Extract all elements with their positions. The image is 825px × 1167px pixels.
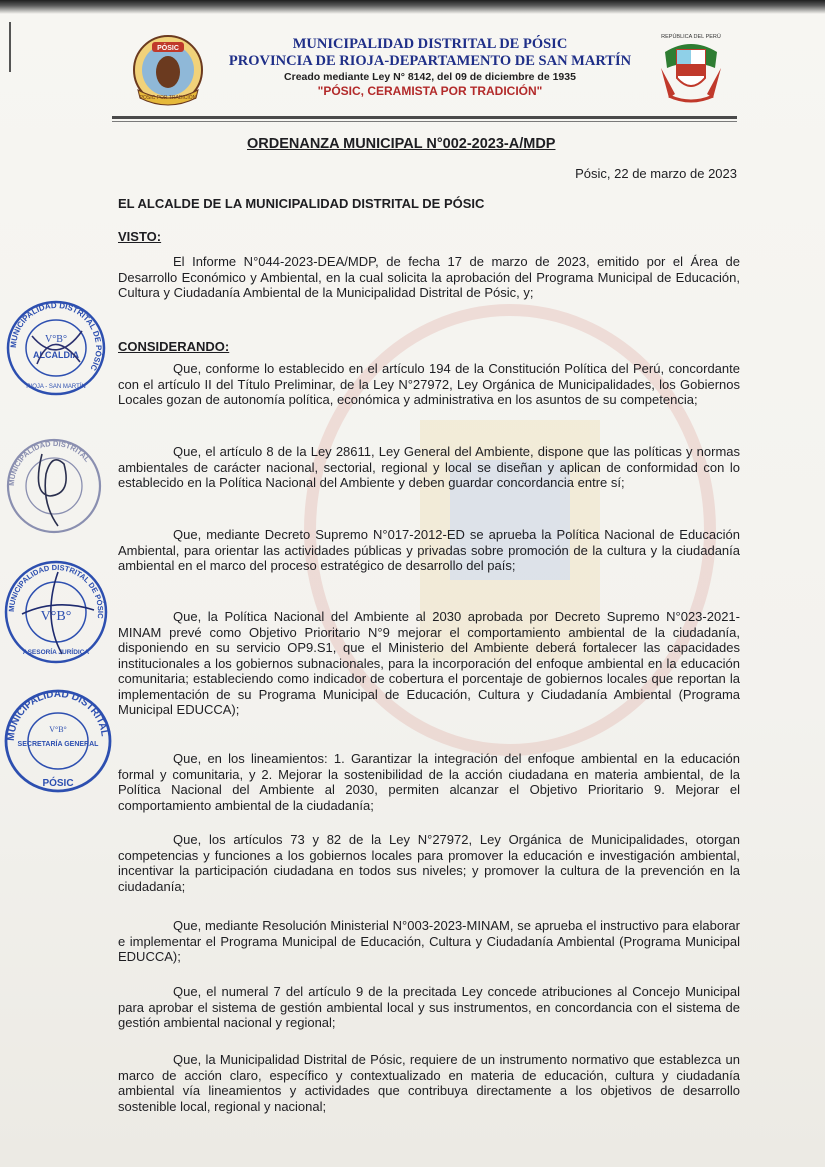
svg-text:REPÚBLICA DEL PERÚ: REPÚBLICA DEL PERÚ [661, 34, 721, 40]
svg-text:ASESORÍA JURÍDICA: ASESORÍA JURÍDICA [22, 649, 90, 656]
considerando-paragraph-7: Que, mediante Resolución Ministerial N°003-2023-MINAM, se aprueba el instructivo para elaborar e implementar el Programa Municipal de Educación, Cultura y Ciudadanía Ambiental (Programa Municipal EDUCCA); [118, 918, 740, 964]
svg-text:RIOJA - SAN MARTÍN: RIOJA - SAN MARTÍN [26, 384, 86, 390]
scan-edge-mark [9, 22, 11, 72]
considerando-paragraph-9: Que, la Municipalidad Distrital de Pósic, requiere de un instrumento normativo que establezca un marco de acción claro, específico y contextualizado en materia de educación, cultura y ciudadanía ambiental vía lineamientos y actividades que contribuya directamente a los objetivos de desarrollo sostenible local, regional y nacional; [118, 1052, 740, 1114]
issuing-authority: EL ALCALDE DE LA MUNICIPALIDAD DISTRITAL DE PÓSIC [118, 196, 485, 211]
considerando-paragraph-5: Que, en los lineamientos: 1. Garantizar la integración del enfoque ambiental en la educación formal y comunitaria, y 2. Mejorar la sostenibilidad de la acción ciudadana en materia ambiental, de la Política Nacional del Ambiente al 2030, permiten alcanzar el Objetivo Prioritario 9. Mejorar el comportamiento ambiental de la ciudadanía; [118, 751, 740, 813]
considerando-paragraph-6: Que, los artículos 73 y 82 de la Ley N°27972, Ley Orgánica de Municipalidades, otorgan competencias y funciones a los gobiernos locales para promover la educación e investigación ambiental, incentivar la participación ciudadana en todos sus niveles; y promover la cultura de la prevención en la ciudadanía; [118, 832, 740, 894]
considerando-paragraph-8: Que, el numeral 7 del artículo 9 de la precitada Ley concede atribuciones al Concejo Municipal para aprobar el sistema de gestión ambiental local y sus instrumentos, en concordancia con el sistema de gestión ambiental nacional y regional; [118, 984, 740, 1030]
svg-text:V°B°: V°B° [45, 334, 67, 345]
municipality-name: MUNICIPALIDAD DISTRITAL DE PÓSIC [292, 36, 568, 52]
svg-text:MUNICIPALIDAD DISTRITAL: MUNICIPALIDAD DISTRITAL [6, 438, 92, 487]
svg-text:MUNICIPALIDAD DISTRITAL DE PÓS: MUNICIPALIDAD DISTRITAL DE PÓSIC [8, 300, 104, 373]
visto-heading: VISTO: [118, 229, 162, 244]
considerando-paragraph-2: Que, el artículo 8 de la Ley 28611, Ley General del Ambiente, dispone que las políticas y normas ambientales de carácter nacional, sectorial, regional y local se diseñan y aplican de conformidad con lo establecido en la Política Nacional del Ambiente y deben guardar concordancia entre sí; [118, 444, 740, 490]
considerando-paragraph-3: Que, mediante Decreto Supremo N°017-2012-ED se aprueba la Política Nacional de Educación Ambiental, para orientar las actividades públicas y privadas sobre promoción de la cultura y la ciudadanía ambiental en el marco del proceso estratégico de desarrollo del país; [118, 527, 740, 573]
municipal-crest-logo [130, 32, 206, 108]
svg-text:PÓSIC: PÓSIC [42, 778, 74, 789]
considerando-heading: CONSIDERANDO: [118, 339, 230, 354]
secretaria-general-stamp [2, 686, 114, 796]
svg-text:MUNICIPALIDAD DISTRITAL: MUNICIPALIDAD DISTRITAL [5, 688, 110, 742]
motto: "PÓSIC, CERAMISTA POR TRADICIÓN" [317, 84, 543, 98]
header-rule [112, 116, 737, 119]
considerando-paragraph-1: Que, conforme lo establecido en el artículo 194 de la Constitución Política del Perú, concordante con el artículo II del Título Preliminar, de la Ley N°27972, Ley Orgánica de Municipalidades, los Gobiernos Locales gozan de autonomía política, económica y administrativa en los asuntos de su competencia; [118, 361, 740, 407]
svg-text:MUNICIPALIDAD DISTRITAL DE PÓS: MUNICIPALIDAD DISTRITAL DE PÓSIC [6, 562, 106, 619]
header-rule-thin [112, 121, 737, 122]
considerando-paragraph-4: Que, la Política Nacional del Ambiente al 2030 aprobada por Decreto Supremo N°023-2021-MINAM prevé como Objetivo Prioritario N°9 mejorar el comportamiento ambiental de la ciudadanía, disponiendo en su servicio OP9.S1, que el Ministerio del Ambiente deberá fortalecer las capacidades institucionales a los gobiernos subnacionales, para la incorporación del enfoque ambiental en la educación comunitaria; estableciendo como indicador de cobertura el porcentaje de gobiernos locales que reportan la implementación de su Programa Municipal de Educación, Cultura y Ciudadanía Ambiental (Programa Municipal EDUCCA); [118, 609, 740, 717]
svg-text:ALCALDIA: ALCALDIA [33, 350, 79, 360]
province-name: PROVINCIA DE RIOJA-DEPARTAMENTO DE SAN MARTÍN [228, 53, 632, 69]
letterhead [120, 28, 730, 112]
svg-text:PÓSIC: PÓSIC [157, 45, 179, 52]
svg-text:V°B°: V°B° [40, 609, 72, 624]
document-date: Pósic, 22 de marzo de 2023 [575, 166, 737, 181]
visto-paragraph: El Informe N°044-2023-DEA/MDP, de fecha 17 de marzo de 2023, emitido por el Área de Desarrollo Económico y Ambiental, en la cual solicita la aprobación del Programa Municipal de Educación, Cultura y Ciudadanía Ambiental de la Municipalidad Distrital de Pósic, y; [118, 254, 740, 300]
asesoria-juridica-stamp [2, 558, 110, 666]
scan-edge-shadow [0, 0, 825, 14]
alcaldia-stamp [2, 296, 110, 400]
svg-text:POSIC POR TRADICIÓN: POSIC POR TRADICIÓN [139, 95, 197, 101]
ordinance-title: ORDENANZA MUNICIPAL N°002-2023-A/MDP [247, 136, 556, 152]
letterhead-text [210, 36, 650, 99]
peru-coat-of-arms-logo [655, 28, 727, 108]
signature-stamp-2 [2, 434, 106, 538]
svg-text:V°B°: V°B° [49, 725, 67, 734]
creation-law: Creado mediante Ley N° 8142, del 09 de diciembre de 1935 [284, 71, 576, 83]
svg-text:SECRETARÍA GENERAL: SECRETARÍA GENERAL [17, 741, 99, 748]
